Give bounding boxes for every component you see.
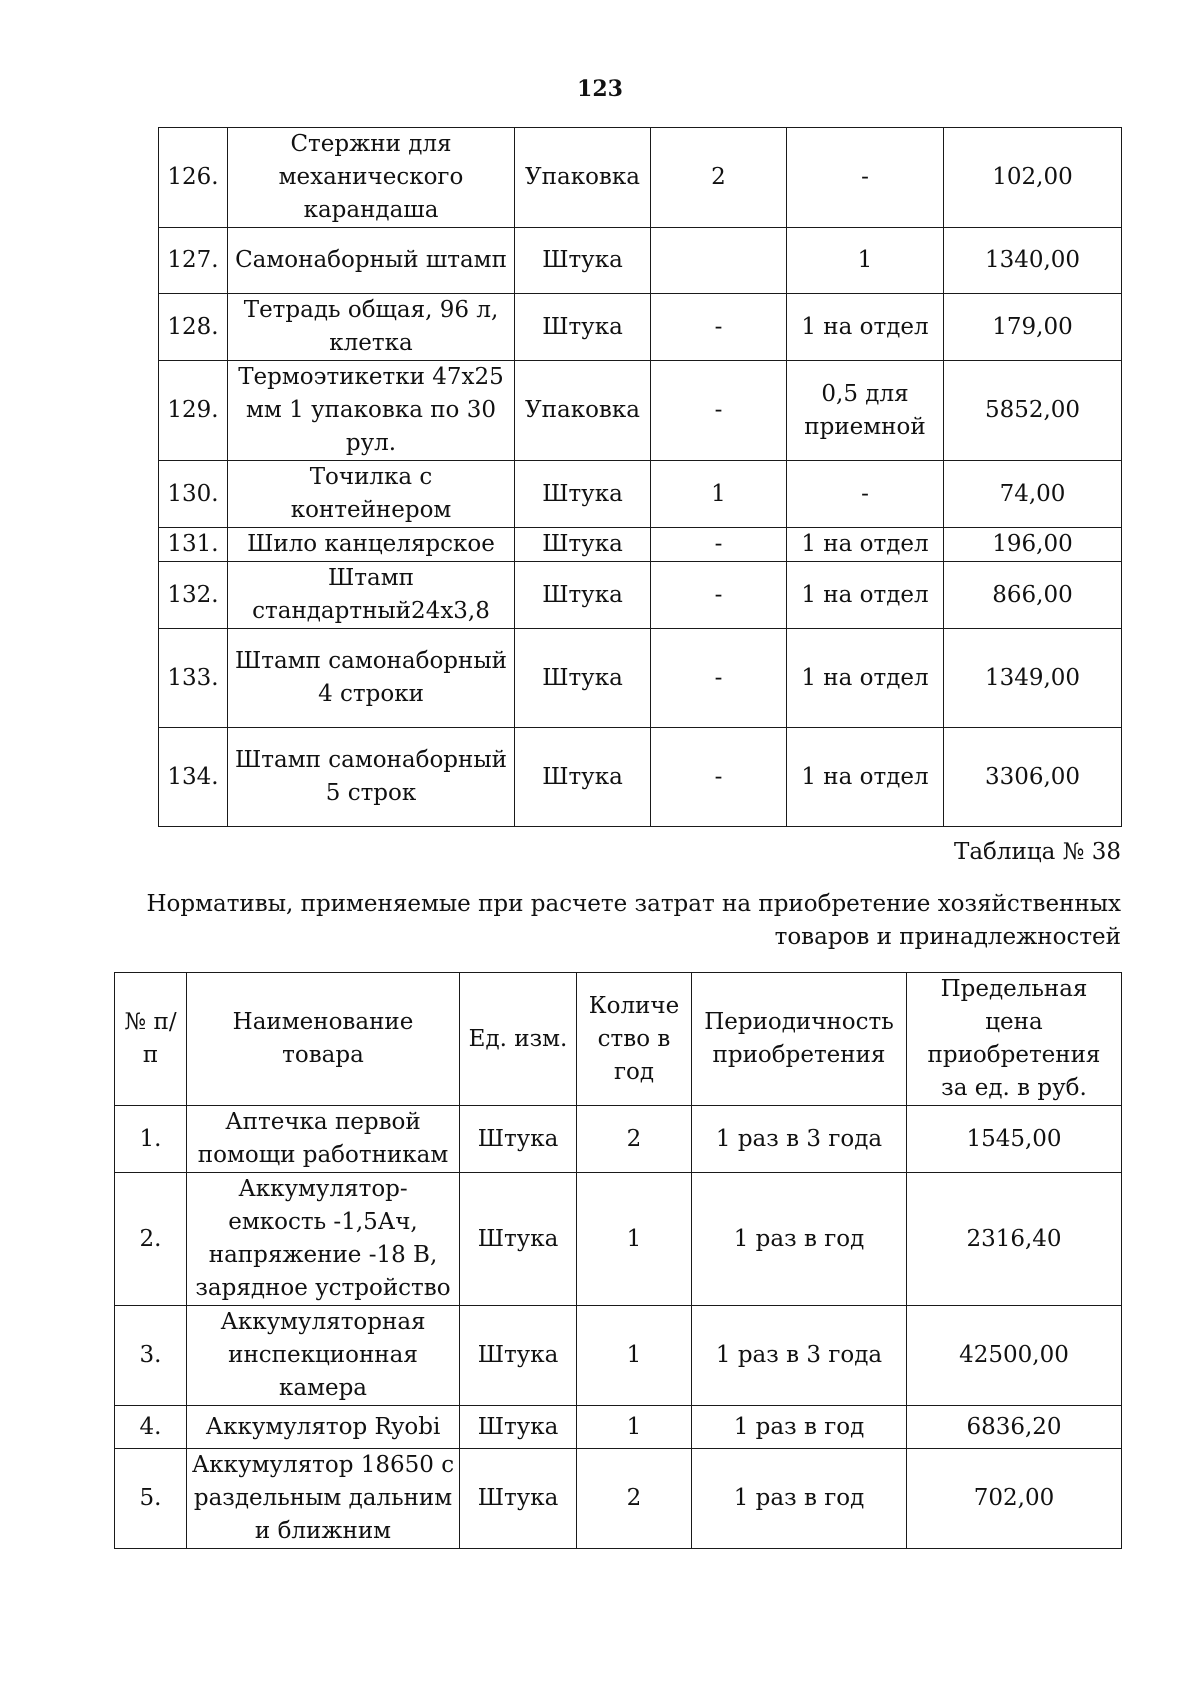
supplies-table-continued: [158, 127, 1122, 827]
row-number: 129.: [159, 361, 228, 461]
unit: Штука: [515, 528, 651, 562]
item-name: Аптечка первой помощи работникам: [187, 1106, 460, 1173]
norm: 1 на отдел: [787, 629, 944, 728]
row-number: 1.: [115, 1106, 187, 1173]
row-number: 126.: [159, 128, 228, 228]
table-row: [115, 1173, 1122, 1306]
period: 1 раз в год: [692, 1406, 907, 1449]
table-label: Таблица № 38: [954, 839, 1121, 865]
norm: -: [787, 461, 944, 528]
quantity: -: [651, 562, 787, 629]
item-name: Аккумулятор Ryobi: [187, 1406, 460, 1449]
header-num: № п/п: [115, 973, 187, 1106]
unit: Штука: [460, 1406, 577, 1449]
unit: Штука: [515, 461, 651, 528]
quantity: 1: [651, 461, 787, 528]
quantity: -: [651, 728, 787, 827]
table-row: [159, 228, 1122, 294]
unit: Штука: [515, 629, 651, 728]
price: 42500,00: [907, 1306, 1122, 1406]
period: 1 раз в 3 года: [692, 1306, 907, 1406]
price: 6836,20: [907, 1406, 1122, 1449]
quantity: 1: [577, 1306, 692, 1406]
table-row: [159, 294, 1122, 361]
table-row: [115, 1406, 1122, 1449]
norm: 1 на отдел: [787, 562, 944, 629]
table-row: [159, 528, 1122, 562]
header-unit: Ед. изм.: [460, 973, 577, 1106]
row-number: 134.: [159, 728, 228, 827]
quantity: 1: [577, 1173, 692, 1306]
item-name: Точилка с контейнером: [228, 461, 515, 528]
row-number: 128.: [159, 294, 228, 361]
row-number: 133.: [159, 629, 228, 728]
norm: 0,5 для приемной: [787, 361, 944, 461]
item-name: Штамп стандартный24x3,8: [228, 562, 515, 629]
period: 1 раз в 3 года: [692, 1106, 907, 1173]
norm: 1: [787, 228, 944, 294]
unit: Штука: [515, 728, 651, 827]
period: 1 раз в год: [692, 1449, 907, 1549]
norm: 1 на отдел: [787, 528, 944, 562]
unit: Штука: [515, 228, 651, 294]
unit: Штука: [460, 1106, 577, 1173]
table-row: [115, 1306, 1122, 1406]
header-period: Периодичность приобретения: [692, 973, 907, 1106]
household-goods-table: [114, 972, 1122, 1549]
unit: Штука: [460, 1173, 577, 1306]
quantity: -: [651, 294, 787, 361]
price: 74,00: [944, 461, 1122, 528]
price: 2316,40: [907, 1173, 1122, 1306]
price: 866,00: [944, 562, 1122, 629]
item-name: Аккумуляторная инспекционная камера: [187, 1306, 460, 1406]
page-number: 123: [577, 76, 623, 102]
table-row: [115, 1106, 1122, 1173]
item-name: Аккумулятор 18650 с раздельным дальним и ближним: [187, 1449, 460, 1549]
table-row: [115, 1449, 1122, 1549]
price: 179,00: [944, 294, 1122, 361]
quantity: -: [651, 361, 787, 461]
row-number: 130.: [159, 461, 228, 528]
quantity: [651, 228, 787, 294]
quantity: 2: [651, 128, 787, 228]
table-row: [159, 629, 1122, 728]
item-name: Самонаборный штамп: [228, 228, 515, 294]
item-name: Аккумулятор-емкость -1,5Ач, напряжение -18 В, зарядное устройство: [187, 1173, 460, 1306]
price: 1349,00: [944, 629, 1122, 728]
norm: 1 на отдел: [787, 294, 944, 361]
unit: Упаковка: [515, 128, 651, 228]
price: 102,00: [944, 128, 1122, 228]
row-number: 127.: [159, 228, 228, 294]
unit: Штука: [515, 294, 651, 361]
row-number: 131.: [159, 528, 228, 562]
price: 196,00: [944, 528, 1122, 562]
item-name: Штамп самонаборный 4 строки: [228, 629, 515, 728]
unit: Упаковка: [515, 361, 651, 461]
table-row: [159, 361, 1122, 461]
quantity: 2: [577, 1106, 692, 1173]
norm: 1 на отдел: [787, 728, 944, 827]
row-number: 132.: [159, 562, 228, 629]
row-number: 4.: [115, 1406, 187, 1449]
table-row: [159, 461, 1122, 528]
price: 5852,00: [944, 361, 1122, 461]
norm: -: [787, 128, 944, 228]
item-name: Штамп самонаборный 5 строк: [228, 728, 515, 827]
price: 702,00: [907, 1449, 1122, 1549]
table-row: [159, 128, 1122, 228]
header-qty: Количе ство в год: [577, 973, 692, 1106]
table-row: [159, 562, 1122, 629]
price: 1545,00: [907, 1106, 1122, 1173]
header-name: Наименование товара: [187, 973, 460, 1106]
row-number: 5.: [115, 1449, 187, 1549]
price: 3306,00: [944, 728, 1122, 827]
table-row: [159, 728, 1122, 827]
item-name: Тетрадь общая, 96 л, клетка: [228, 294, 515, 361]
row-number: 2.: [115, 1173, 187, 1306]
quantity: 1: [577, 1406, 692, 1449]
header-row: [115, 973, 1122, 1106]
price: 1340,00: [944, 228, 1122, 294]
unit: Штука: [460, 1306, 577, 1406]
item-name: Стержни для механического карандаша: [228, 128, 515, 228]
unit: Штука: [515, 562, 651, 629]
unit: Штука: [460, 1449, 577, 1549]
quantity: 2: [577, 1449, 692, 1549]
header-price: Предельная цена приобретения за ед. в руб.: [907, 973, 1122, 1106]
quantity: -: [651, 629, 787, 728]
item-name: Термоэтикетки 47x25 мм 1 упаковка по 30 рул.: [228, 361, 515, 461]
quantity: -: [651, 528, 787, 562]
period: 1 раз в год: [692, 1173, 907, 1306]
row-number: 3.: [115, 1306, 187, 1406]
item-name: Шило канцелярское: [228, 528, 515, 562]
table-title: Нормативы, применяемые при расчете затрат на приобретение хозяйственных товаров и принадлежностей: [146, 891, 1121, 950]
